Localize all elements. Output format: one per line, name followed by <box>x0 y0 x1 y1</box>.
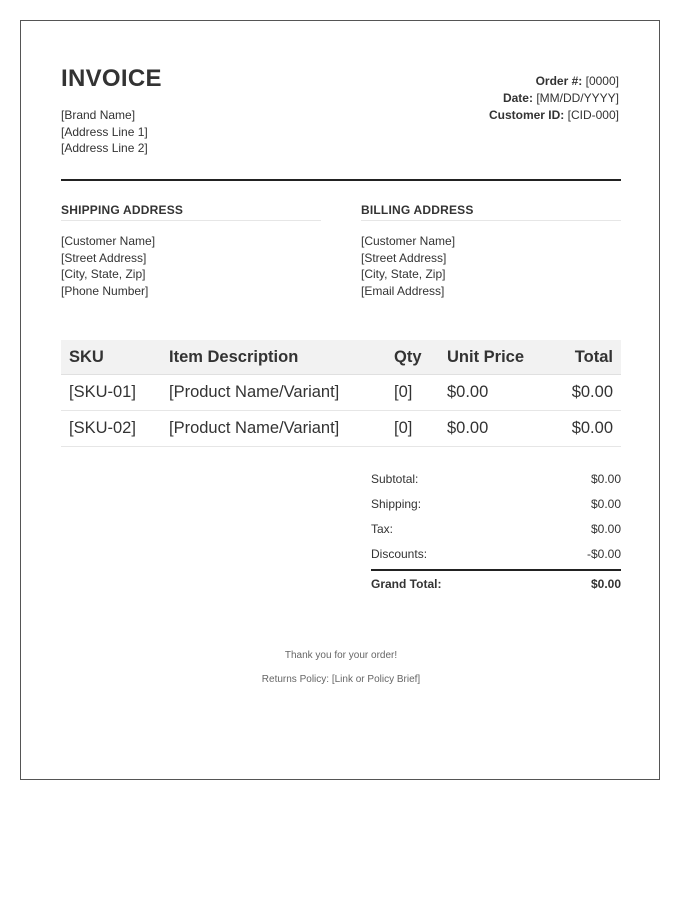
order-number <box>489 73 619 90</box>
brand-address-line-1: [Address Line 1] <box>61 124 148 139</box>
billing-customer-name: [Customer Name] <box>361 234 456 248</box>
invoice-date-label: Date: <box>502 91 533 105</box>
header-sku: SKU <box>69 347 104 366</box>
row-qty: [0] <box>394 383 413 401</box>
discounts-value: -$0.00 <box>586 547 621 561</box>
discounts-label: Discounts: <box>371 547 428 561</box>
header-divider <box>61 179 621 181</box>
billing-address <box>361 203 621 299</box>
shipping-phone-number: [Phone Number] <box>61 283 149 298</box>
grand-total-value: $0.00 <box>590 577 621 591</box>
table-row <box>61 375 621 411</box>
row-sku: [SKU-01] <box>69 383 136 401</box>
row-item-description: [Product Name/Variant] <box>169 419 340 437</box>
customer-id-label: Customer ID: <box>488 108 565 122</box>
order-number-label: Order #: <box>535 74 583 88</box>
billing-address-heading: BILLING ADDRESS <box>361 203 621 221</box>
shipping-street-address: [Street Address] <box>61 250 147 265</box>
tax-value: $0.00 <box>590 522 621 536</box>
header-total: Total <box>574 347 613 366</box>
items-table <box>61 340 621 447</box>
invoice-page <box>20 20 660 780</box>
grand-total-label: Grand Total: <box>371 577 442 591</box>
shipping-city-state-zip: [City, State, Zip] <box>61 267 146 281</box>
customer-id <box>489 107 619 124</box>
billing-street-address: [Street Address] <box>361 250 447 265</box>
billing-email-address: [Email Address] <box>361 283 445 298</box>
brand-name: [Brand Name] <box>61 108 136 122</box>
shipping-address-lines <box>61 233 321 299</box>
shipping-label: Shipping: <box>371 497 422 511</box>
brand-block <box>61 107 148 157</box>
items-table-header <box>61 340 621 375</box>
invoice-title: INVOICE <box>61 65 162 92</box>
brand-address-line-2: [Address Line 2] <box>61 141 148 155</box>
customer-id-value: [CID-000] <box>567 108 619 122</box>
invoice-date <box>489 90 619 107</box>
thank-you-note: Thank you for your order! <box>284 650 398 661</box>
row-total: $0.00 <box>571 383 613 401</box>
invoice-meta <box>489 73 619 124</box>
row-unit-price: $0.00 <box>447 419 489 437</box>
billing-address-lines <box>361 233 621 299</box>
returns-policy: Returns Policy: [Link or Policy Brief] <box>261 674 421 685</box>
discounts-row <box>371 542 621 567</box>
shipping-address-heading: SHIPPING ADDRESS <box>61 203 321 221</box>
table-row <box>61 411 621 447</box>
tax-row <box>371 517 621 542</box>
row-sku: [SKU-02] <box>69 419 136 437</box>
row-unit-price: $0.00 <box>447 383 489 401</box>
subtotal-row <box>371 467 621 492</box>
shipping-customer-name: [Customer Name] <box>61 234 156 248</box>
subtotal-label: Subtotal: <box>371 472 419 486</box>
row-qty: [0] <box>394 419 413 437</box>
header-qty: Qty <box>394 347 422 366</box>
shipping-address <box>61 203 321 299</box>
shipping-row <box>371 492 621 517</box>
shipping-value: $0.00 <box>590 497 621 511</box>
billing-city-state-zip: [City, State, Zip] <box>361 267 446 281</box>
row-item-description: [Product Name/Variant] <box>169 383 340 401</box>
tax-label: Tax: <box>371 522 394 536</box>
totals-block <box>371 467 621 597</box>
header-item-description: Item Description <box>169 347 299 366</box>
row-total: $0.00 <box>571 419 613 437</box>
subtotal-value: $0.00 <box>590 472 621 486</box>
order-number-value: [0000] <box>585 74 619 88</box>
header-unit-price: Unit Price <box>447 347 525 366</box>
invoice-date-value: [MM/DD/YYYY] <box>536 91 619 105</box>
grand-total-row <box>371 571 621 597</box>
